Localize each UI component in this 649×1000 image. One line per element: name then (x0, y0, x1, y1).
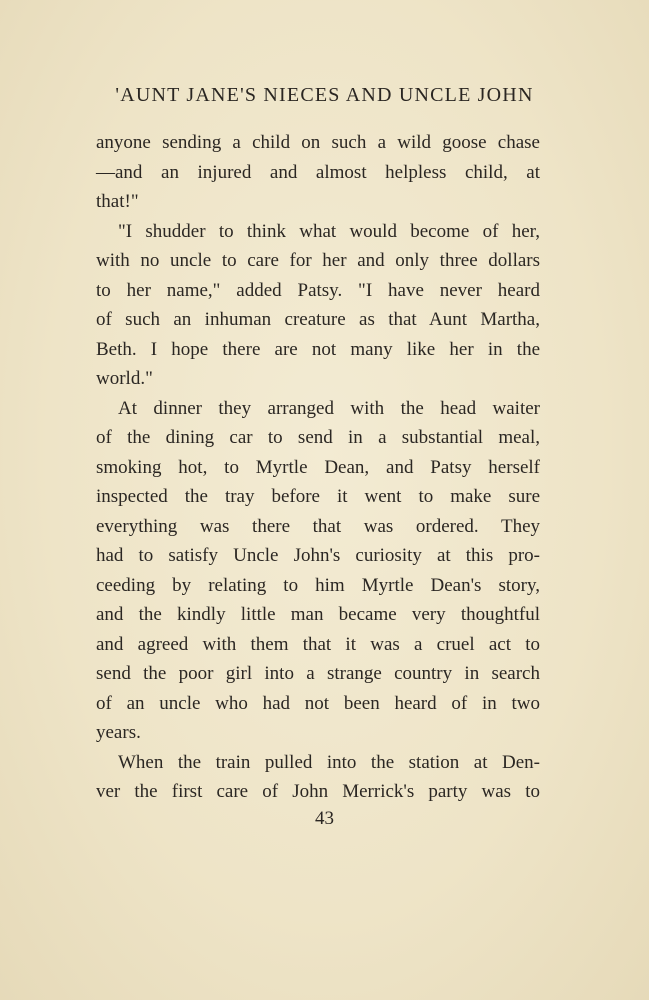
paragraph (96, 217, 540, 394)
text-line: Beth. I hope there are not many like her in the (96, 338, 540, 360)
text-line: world." (96, 368, 153, 389)
text-line: everything was there that was ordered. They (96, 515, 540, 537)
text-line: with no uncle to care for her and only three dollars (96, 250, 540, 271)
text-line: anyone sending a child on such a wild goose chase (96, 132, 540, 153)
text-line: At dinner they arranged with the head waiter (118, 397, 540, 419)
text-line: of an uncle who had not been heard of in two (96, 692, 540, 714)
paragraph (96, 128, 540, 217)
text-line: inspected the tray before it went to make sure (96, 486, 540, 507)
text-line: smoking hot, to Myrtle Dean, and Patsy herself (96, 456, 540, 478)
text-line: had to satisfy Uncle John's curiosity at this pro- (96, 545, 540, 566)
page-number: 43 (315, 808, 334, 829)
text-line: ver the first care of John Merrick's party was to (96, 781, 540, 802)
paragraph (96, 394, 540, 748)
text-line: of the dining car to send in a substantial meal, (96, 427, 540, 448)
text-line: that!" (96, 191, 139, 212)
running-head: 'AUNT JANE'S NIECES AND UNCLE JOHN (115, 84, 534, 106)
text-line: and agreed with them that it was a cruel act to (96, 633, 540, 655)
text-line: to her name," added Patsy. "I have never heard (96, 279, 540, 301)
text-line: ceeding by relating to him Myrtle Dean's story, (96, 574, 540, 596)
text-line: and the kindly little man became very thoughtful (96, 604, 540, 625)
text-line: of such an inhuman creature as that Aunt Martha, (96, 309, 540, 330)
paragraph (96, 748, 540, 807)
text-line: "I shudder to think what would become of her, (118, 220, 540, 242)
text-line: —and an injured and almost helpless child, at (96, 161, 540, 183)
text-line: years. (96, 722, 141, 743)
text-line: send the poor girl into a strange country in search (96, 663, 540, 684)
text-line: When the train pulled into the station at Den- (118, 751, 540, 773)
body-text (96, 128, 540, 807)
